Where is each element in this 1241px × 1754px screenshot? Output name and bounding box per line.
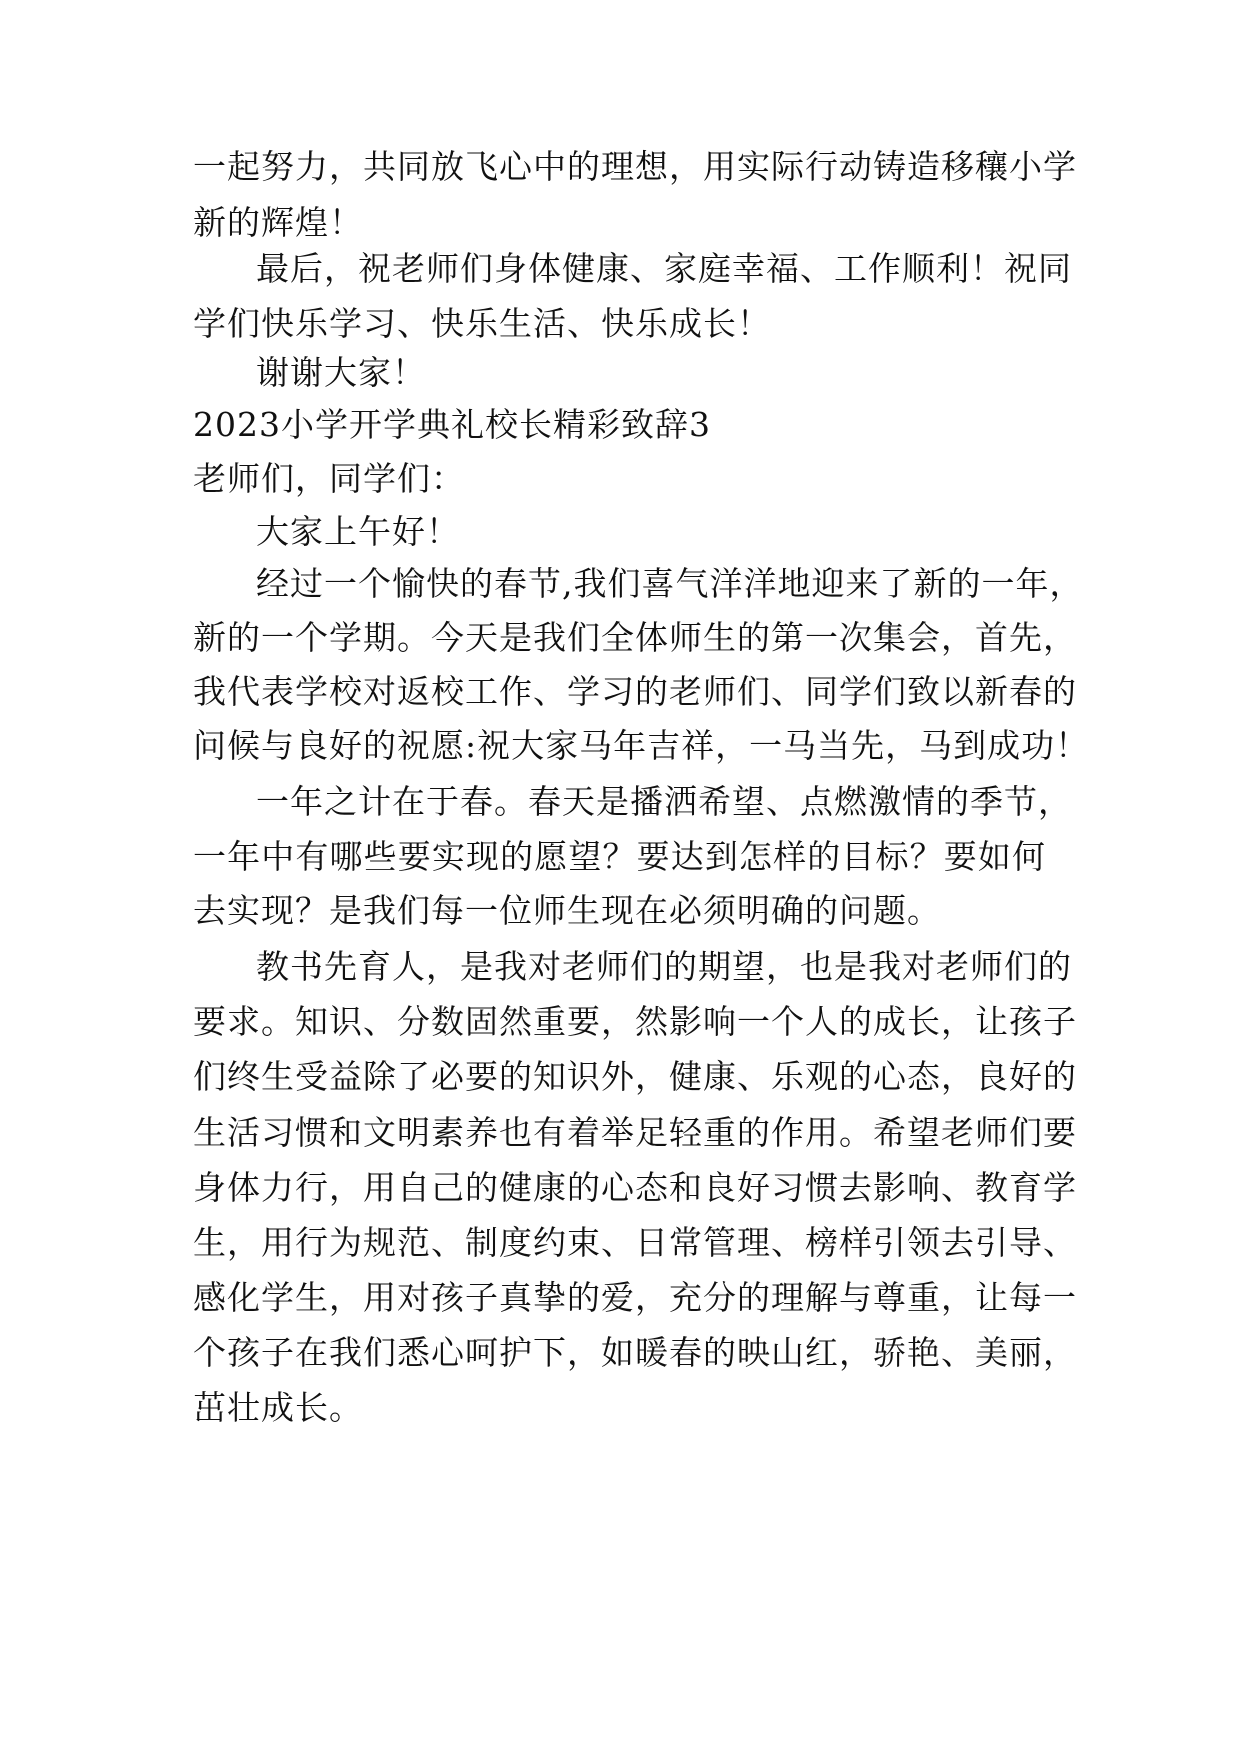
paragraph-line: 谢谢大家！ [256,353,426,392]
paragraph-line: 茁壮成长。 [193,1388,363,1427]
paragraph-line: 个孩子在我们悉心呵护下，如暖春的映山红，骄艳、美丽， [193,1333,1077,1372]
paragraph-line: 一起努力，共同放飞心中的理想，用实际行动铸造移穰小学 [193,147,1077,186]
paragraph-line: 问候与良好的祝愿:祝大家马年吉祥，一马当先，马到成功！ [193,726,1090,765]
greeting: 大家上午好！ [256,512,460,551]
paragraph-line: 经过一个愉快的春节,我们喜气洋洋地迎来了新的一年， [256,564,1084,603]
paragraph-line: 去实现？是我们每一位师生现在必须明确的问题。 [193,891,941,930]
salutation: 老师们，同学们： [193,459,465,498]
paragraph-line: 教书先育人，是我对老师们的期望，也是我对老师们的 [256,947,1072,986]
paragraph-line: 我代表学校对返校工作、学习的老师们、同学们致以新春的 [193,672,1077,711]
paragraph-line: 身体力行，用自己的健康的心态和良好习惯去影响、教育学 [193,1168,1077,1207]
paragraph-line: 新的辉煌！ [193,203,363,242]
paragraph-line: 们终生受益除了必要的知识外，健康、乐观的心态，良好的 [193,1057,1077,1096]
paragraph-line: 新的一个学期。今天是我们全体师生的第一次集会，首先， [193,618,1077,657]
paragraph-line: 一年之计在于春。春天是播洒希望、点燃激情的季节， [256,782,1072,821]
paragraph-line: 学们快乐学习、快乐生活、快乐成长！ [193,304,771,343]
paragraph-line: 感化学生，用对孩子真挚的爱，充分的理解与尊重，让每一 [193,1278,1077,1317]
paragraph-line: 要求。知识、分数固然重要，然影响一个人的成长，让孩子 [193,1002,1077,1041]
paragraph-line: 一年中有哪些要实现的愿望？要达到怎样的目标？要如何 [193,837,1046,876]
section-heading: 2023小学开学典礼校长精彩致辞3 [193,405,711,444]
paragraph-line: 最后，祝老师们身体健康、家庭幸福、工作顺利！祝同 [256,249,1072,288]
paragraph-line: 生，用行为规范、制度约束、日常管理、榜样引领去引导、 [193,1223,1077,1262]
paragraph-line: 生活习惯和文明素养也有着举足轻重的作用。希望老师们要 [193,1113,1077,1152]
